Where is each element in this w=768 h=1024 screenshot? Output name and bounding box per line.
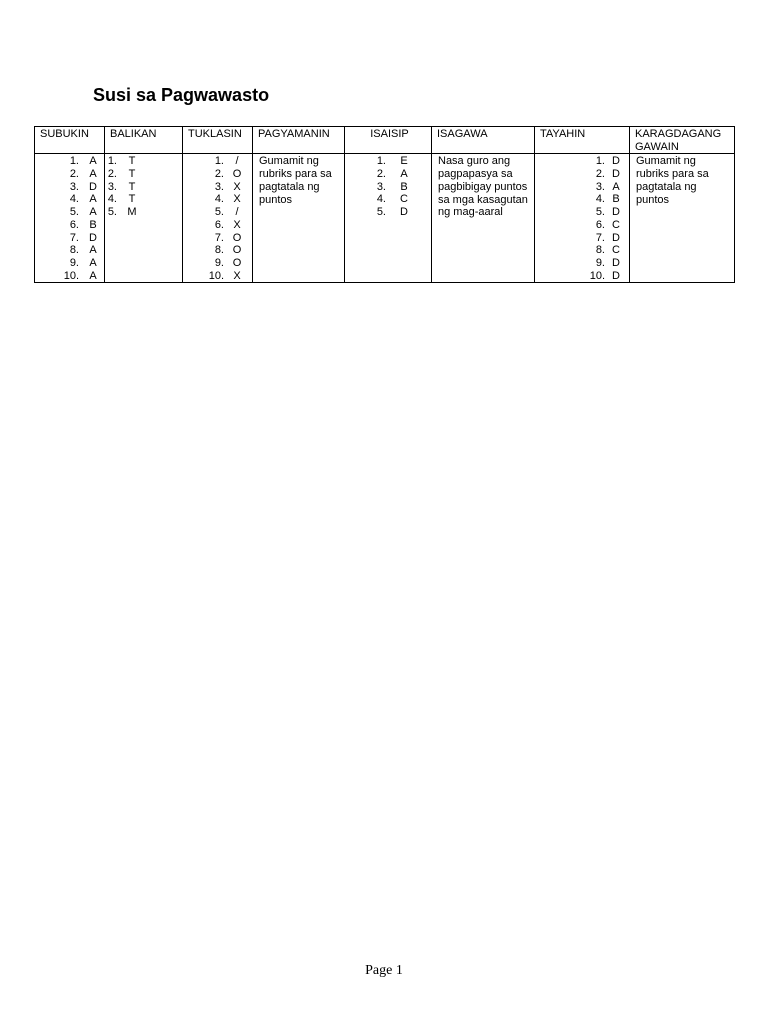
answer-letter: D [612,231,620,244]
answer-item [535,193,622,206]
item-number: 2. [376,168,386,181]
answer-item [105,193,138,206]
answer-item [535,219,622,232]
answer-item [345,193,410,206]
answer-item [535,257,622,270]
answer-letter: A [89,193,97,206]
page-number: Page 1 [365,963,403,978]
answer-letter: O [232,231,242,244]
answer-letter: A [89,256,97,269]
item-number: 3. [376,180,386,193]
header-tuklasin: TUKLASIN [183,127,253,154]
item-number: 3. [107,180,117,193]
answer-item [183,270,243,283]
header-isagawa: ISAGAWA [432,127,535,154]
item-number: 3. [69,180,79,193]
item-number: 8. [214,244,224,257]
answer-letter: T [128,193,136,206]
answer-letter: C [612,218,620,231]
item-number: 1. [376,155,386,168]
item-number: 1. [69,155,79,168]
answer-item [35,232,99,245]
answer-letter: T [128,180,136,193]
item-number: 6. [595,218,605,231]
balikan-answer-list [105,154,182,218]
header-balikan: BALIKAN [105,127,183,154]
isagawa-text: Nasa guro ang pagpapasya sa pagbibigay puntos sa mga kasagutan ng mag-aaral [438,155,528,219]
answer-item [183,244,243,257]
answer-letter: D [89,231,97,244]
answer-letter: X [233,193,241,206]
answer-key-table [34,126,735,283]
answer-item [105,181,138,194]
pagyamanin-cell [253,154,345,283]
answer-letter: C [612,244,620,257]
answer-letter: D [612,155,620,168]
item-number: 7. [69,231,79,244]
item-number: 4. [214,193,224,206]
item-number: 4. [376,193,386,206]
answer-letter: M [127,206,137,219]
item-number: 3. [595,180,605,193]
answer-letter: T [128,168,136,181]
item-number: 8. [595,244,605,257]
answer-item [35,155,99,168]
header-pagyamanin: PAGYAMANIN [253,127,345,154]
answer-letter: A [89,155,97,168]
karagdagang-gawain-cell [630,154,735,283]
answer-item [35,206,99,219]
answer-item [183,219,243,232]
item-number: 4. [107,193,117,206]
answer-item [183,168,243,181]
item-number: 2. [595,168,605,181]
item-number: 10. [589,269,605,282]
answer-letter: / [235,155,239,168]
answers-row [35,154,735,283]
answer-item [183,155,243,168]
item-number: 7. [595,231,605,244]
item-number: 5. [214,206,224,219]
answer-item [345,155,410,168]
answer-item [535,270,622,283]
item-number: 10. [63,269,79,282]
answer-item [345,206,410,219]
header-row [35,127,735,154]
tayahin-cell [535,154,630,283]
item-number: 1. [107,155,117,168]
answer-item [105,168,138,181]
answer-item [535,168,622,181]
item-number: 2. [69,168,79,181]
answer-item [35,168,99,181]
item-number: 8. [69,244,79,257]
answer-item [345,168,410,181]
header-karagdagang-gawain: KARAGDAGANG GAWAIN [630,127,735,154]
answer-item [183,181,243,194]
answer-item [183,257,243,270]
answer-item [35,244,99,257]
answer-letter: A [89,206,97,219]
tayahin-answer-list [535,154,629,282]
item-number: 9. [214,256,224,269]
header-isaisip: ISAISIP [345,127,432,154]
answer-letter: O [232,168,242,181]
answer-letter: T [128,155,136,168]
item-number: 5. [107,206,117,219]
answer-letter: X [233,218,241,231]
answer-item [35,270,99,283]
answer-item [183,232,243,245]
item-number: 5. [376,206,386,219]
answer-item [35,181,99,194]
answer-letter: A [612,180,620,193]
answer-letter: O [232,244,242,257]
page-title: Susi sa Pagwawasto [93,85,270,105]
item-number: 7. [214,231,224,244]
answer-letter: O [232,256,242,269]
item-number: 2. [107,168,117,181]
item-number: 10. [208,269,224,282]
answer-letter: X [233,269,241,282]
answer-item [535,244,622,257]
answer-item [535,155,622,168]
header-tayahin: TAYAHIN [535,127,630,154]
answer-letter: X [233,180,241,193]
item-number: 9. [69,256,79,269]
subukin-cell [35,154,105,283]
item-number: 9. [595,256,605,269]
answer-letter: D [612,168,620,181]
item-number: 6. [69,218,79,231]
answer-letter: / [235,206,239,219]
answer-letter: D [89,180,97,193]
isaisip-cell [345,154,432,283]
item-number: 4. [69,193,79,206]
answer-letter: C [400,193,408,206]
pagyamanin-text: Gumamit ng rubriks para sa pagtatala ng puntos [259,155,332,206]
answer-item [35,193,99,206]
item-number: 6. [214,218,224,231]
balikan-cell [105,154,183,283]
answer-letter: A [89,269,97,282]
answer-letter: D [400,206,408,219]
header-subukin: SUBUKIN [35,127,105,154]
answer-item [105,206,138,219]
answer-item [183,206,243,219]
item-number: 1. [214,155,224,168]
answer-letter: E [400,155,408,168]
answer-item [535,232,622,245]
answer-letter: D [612,269,620,282]
answer-letter: D [612,256,620,269]
item-number: 5. [595,206,605,219]
item-number: 1. [595,155,605,168]
karagdagang-gawain-text: Gumamit ng rubriks para sa pagtatala ng puntos [636,155,709,206]
item-number: 3. [214,180,224,193]
item-number: 2. [214,168,224,181]
answer-item [345,181,410,194]
answer-item [35,257,99,270]
answer-letter: A [89,168,97,181]
answer-item [183,193,243,206]
answer-item [35,219,99,232]
isaisip-answer-list [345,154,431,218]
item-number: 5. [69,206,79,219]
tuklasin-cell [183,154,253,283]
subukin-answer-list [35,154,104,282]
answer-letter: B [612,193,620,206]
answer-item [535,181,622,194]
tuklasin-answer-list [183,154,252,282]
answer-letter: D [612,206,620,219]
answer-item [535,206,622,219]
answer-item [105,155,138,168]
isagawa-cell [432,154,535,283]
answer-letter: A [89,244,97,257]
answer-letter: A [400,168,408,181]
item-number: 4. [595,193,605,206]
answer-letter: B [89,218,97,231]
answer-letter: B [400,180,408,193]
